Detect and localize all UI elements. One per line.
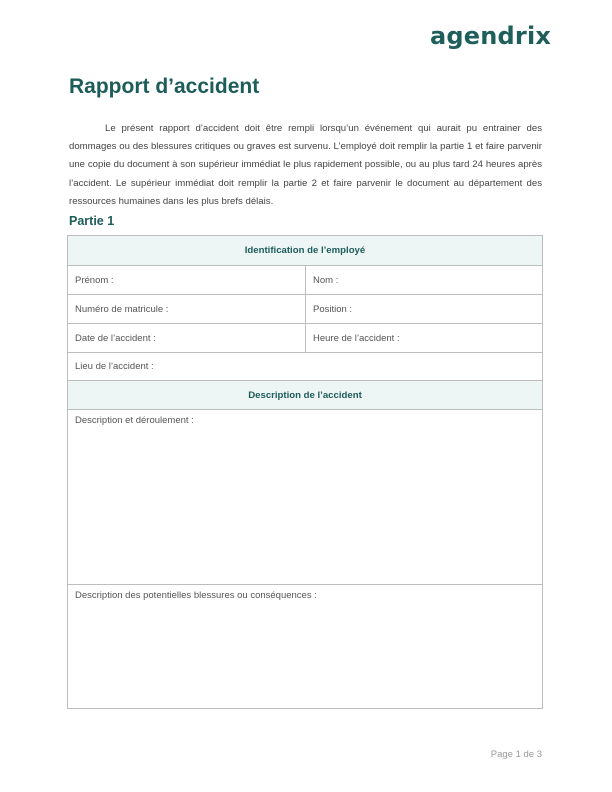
accident-location-field[interactable] [68, 353, 542, 380]
name-row [68, 266, 542, 295]
description-section-title: Description de l’accident [248, 389, 362, 401]
accident-time-field[interactable] [306, 324, 542, 352]
employee-section-header [68, 236, 542, 266]
accident-time-label: Heure de l’accident : [313, 332, 400, 344]
page-title: Rapport d’accident [69, 75, 260, 98]
last-name-field[interactable] [306, 266, 542, 294]
description-field[interactable] [68, 410, 542, 585]
consequences-label: Description des potentielles blessures ou conséquences : [75, 590, 317, 601]
accident-location-row [68, 353, 542, 381]
agendrix-logo: agendrix [430, 22, 552, 50]
accident-date-row [68, 324, 542, 353]
accident-date-field[interactable] [68, 324, 306, 352]
employee-number-label: Numéro de matricule : [75, 303, 169, 315]
intro-paragraph: Le présent rapport d’accident doit être rempli lorsqu’un événement qui aurait pu entrainer des dommages ou des blessures critiques ou graves est survenu. L’employé doit remplir la partie 1 et faire parvenir une copie du document à son supérieur immédiat le plus rapidement possible, ou au plus tard 24 heures après l’accident. Le supérieur immédiat doit remplir la partie 2 et faire parvenir le document au département des ressources humaines dans les plus brefs délais. [69, 123, 542, 207]
employee-number-field[interactable] [68, 295, 306, 323]
position-label: Position : [313, 303, 353, 315]
consequences-field[interactable] [68, 585, 542, 708]
position-field[interactable] [306, 295, 542, 323]
employee-number-row [68, 295, 542, 324]
description-section-header [68, 381, 542, 410]
first-name-field[interactable] [68, 266, 306, 294]
accident-report-form [67, 235, 543, 709]
employee-section-title: Identification de l’employé [244, 245, 366, 256]
accident-date-label: Date de l’accident : [75, 332, 156, 344]
first-name-label: Prénom : [75, 274, 114, 286]
page-number: Page 1 de 3 [490, 749, 542, 760]
part-1-heading: Partie 1 [69, 214, 115, 228]
last-name-label: Nom : [313, 274, 339, 286]
description-label: Description et déroulement : [75, 415, 194, 426]
accident-location-label: Lieu de l’accident : [75, 361, 154, 372]
